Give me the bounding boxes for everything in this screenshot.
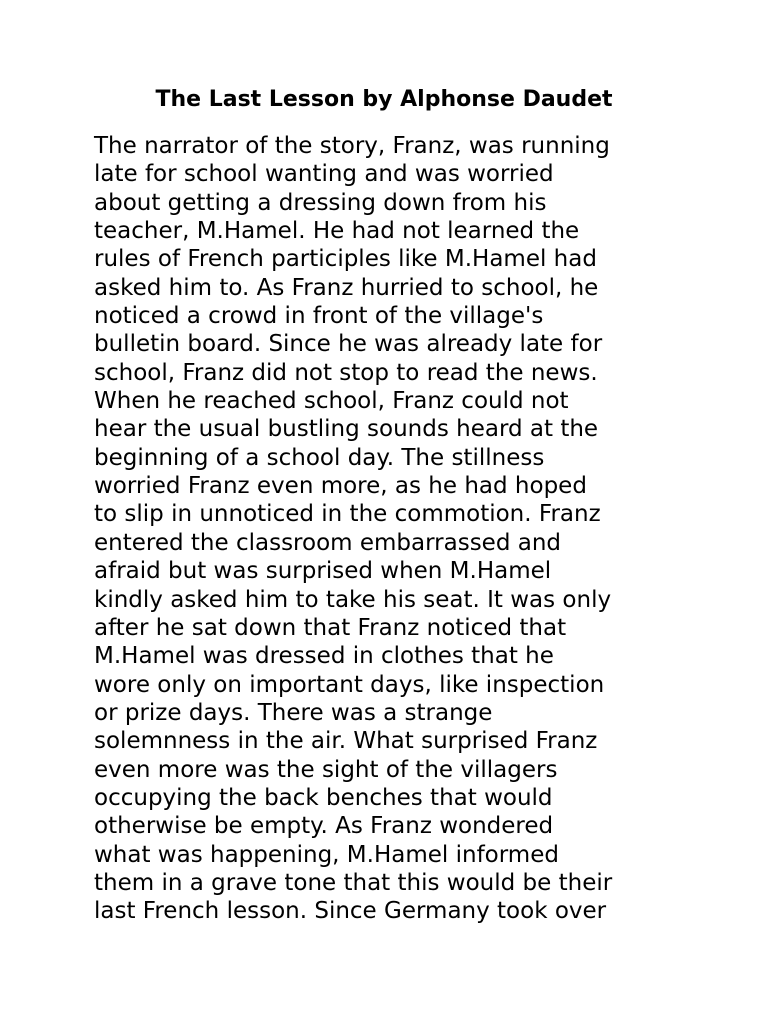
body-line: beginning of a school day. The stillness <box>94 444 545 471</box>
body-line: last French lesson. Since Germany took over <box>94 898 607 925</box>
body-line: noticed a crowd in front of the village's <box>94 303 544 330</box>
body-line: M.Hamel was dressed in clothes that he <box>94 643 554 670</box>
body-line: after he sat down that Franz noticed that <box>94 614 567 641</box>
body-line: about getting a dressing down from his <box>94 189 547 216</box>
body-line: school, Franz did not stop to read the news. <box>94 359 598 386</box>
document-title: The Last Lesson by Alphonse Daudet <box>155 87 613 112</box>
body-line: entered the classroom embarrassed and <box>94 529 562 556</box>
body-line: occupying the back benches that would <box>94 784 553 811</box>
body-line: even more was the sight of the villagers <box>94 756 558 783</box>
body-line: worried Franz even more, as he had hoped <box>94 473 587 500</box>
body-line: late for school wanting and was worried <box>94 161 554 188</box>
body-line: solemnness in the air. What surprised Franz <box>94 728 598 755</box>
body-line: or prize days. There was a strange <box>94 699 493 726</box>
body-line: rules of French participles like M.Hamel had <box>94 246 597 273</box>
body-line: asked him to. As Franz hurried to school, he <box>94 274 599 301</box>
body-line: bulletin board. Since he was already late for <box>94 331 603 358</box>
body-line: them in a grave tone that this would be their <box>94 869 613 896</box>
document-body <box>94 132 694 926</box>
body-line: kindly asked him to take his seat. It was only <box>94 586 612 613</box>
body-line: what was happening, M.Hamel informed <box>94 841 559 868</box>
body-line: When he reached school, Franz could not <box>94 388 569 415</box>
body-line: otherwise be empty. As Franz wondered <box>94 813 554 840</box>
body-line: teacher, M.Hamel. He had not learned the <box>94 218 580 245</box>
body-line: afraid but was surprised when M.Hamel <box>94 558 552 585</box>
body-line: wore only on important days, like inspection <box>94 671 605 698</box>
body-line: to slip in unnoticed in the commotion. Franz <box>94 501 601 528</box>
body-line: hear the usual bustling sounds heard at the <box>94 416 599 443</box>
body-line: The narrator of the story, Franz, was running <box>94 133 610 159</box>
